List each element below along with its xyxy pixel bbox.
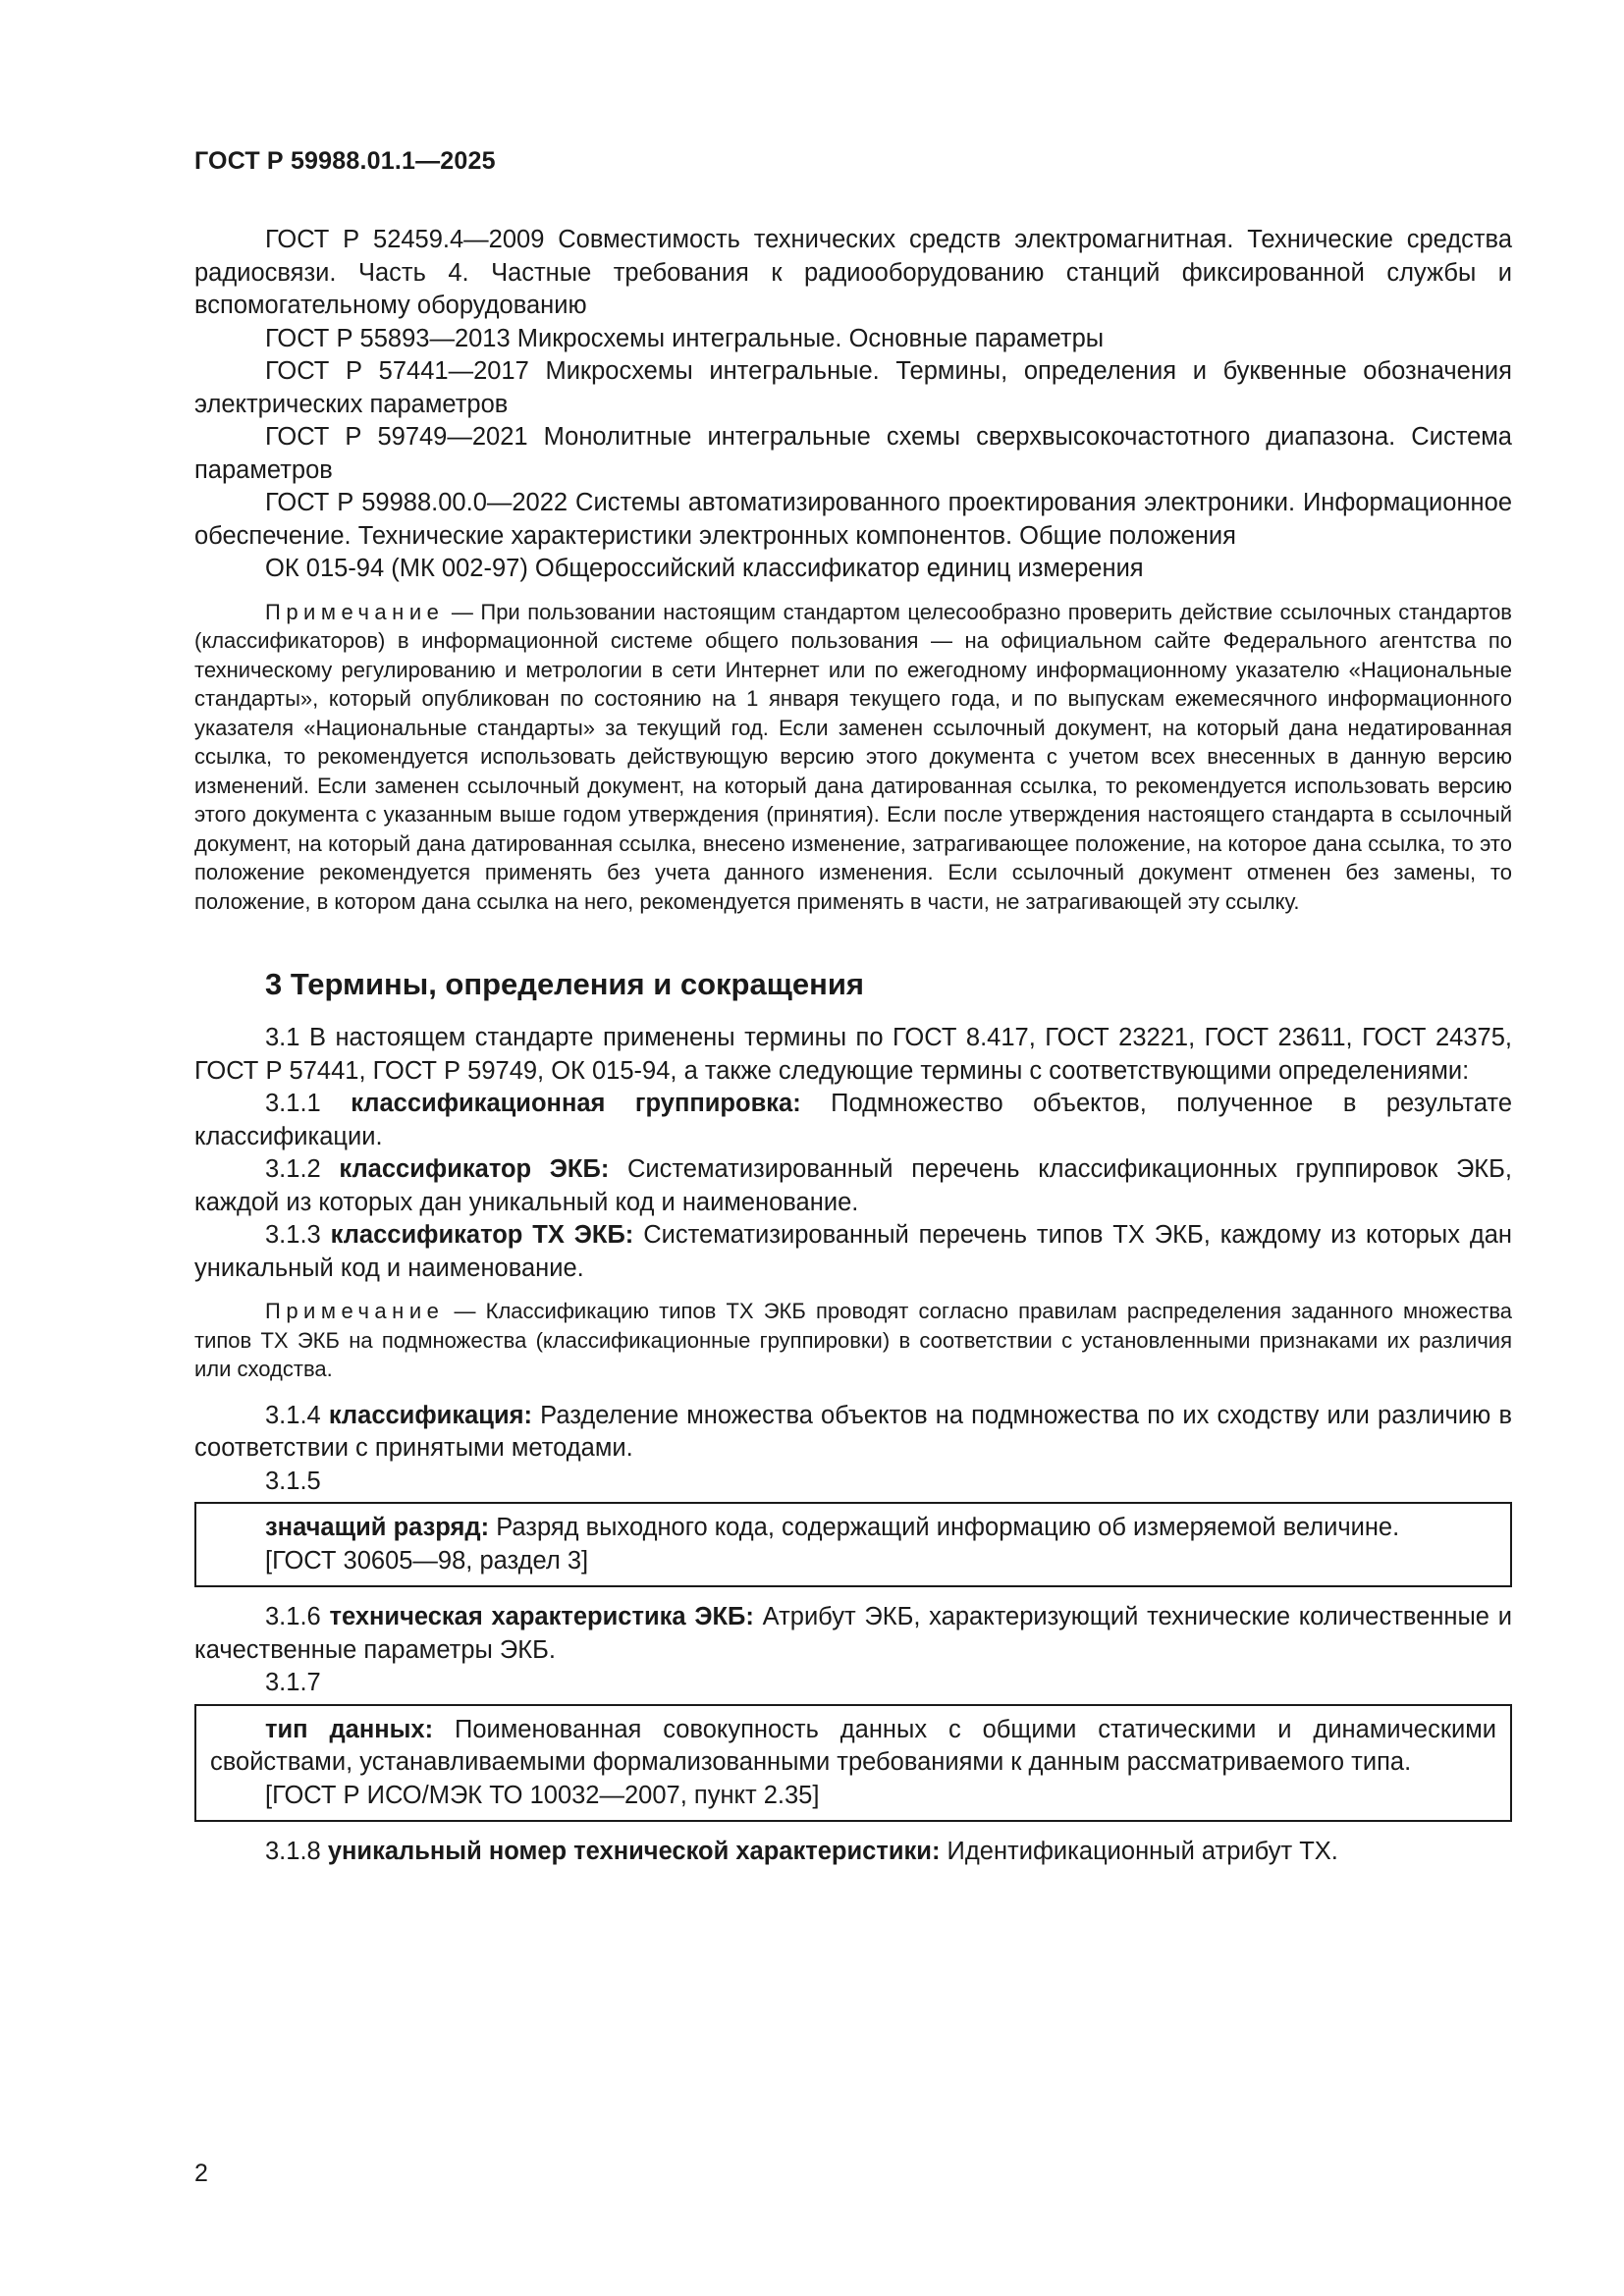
term-box-3-1-5 — [194, 1502, 1512, 1587]
term-definition: Идентификационный атрибут ТХ. — [940, 1838, 1338, 1865]
term-3-1-4 — [194, 1400, 1512, 1466]
term-definition: Систематизированный перечень классификационных группировок ЭКБ, каждой из которых дан уникальный код и наименование. — [194, 1155, 1512, 1216]
references-list — [194, 224, 1512, 586]
reference-item: ГОСТ Р 52459.4—2009 Совместимость технических средств электромагнитная. Технические средства радиосвязи. Часть 4. Частные требования к радиооборудованию станций фиксированной службы и вспомогательному оборудованию — [194, 226, 1512, 319]
term-name: тип данных: — [265, 1715, 434, 1743]
reference-item: ОК 015-94 (МК 002-97) Общероссийский классификатор единиц измерения — [265, 555, 1144, 582]
document-body — [194, 224, 1512, 1869]
term-3-1-8 — [194, 1836, 1512, 1869]
term-name: значащий разряд: — [265, 1514, 490, 1541]
note-label: Примечание — [265, 599, 445, 624]
term-definition: Разряд выходного кода, содержащий информацию об измеряемой величине. — [489, 1514, 1400, 1541]
term-3-1-7 — [210, 1714, 1496, 1780]
term-name: техническая характеристика ЭКБ: — [329, 1603, 754, 1630]
term-number: 3.1.6 — [265, 1603, 330, 1630]
term-name: классификатор ЭКБ: — [339, 1155, 610, 1183]
page-number: 2 — [194, 2160, 208, 2187]
term-definition: Разделение множества объектов на подмножества по их сходству или различию в соответствии с принятыми методами. — [194, 1401, 1512, 1462]
term-name: классификационная группировка: — [351, 1090, 801, 1117]
term-number: 3.1.4 — [265, 1401, 329, 1429]
term-box-3-1-7 — [194, 1704, 1512, 1823]
section-title: 3 Термины, определения и сокращения — [265, 967, 864, 1001]
term-number: 3.1.8 — [265, 1838, 328, 1865]
note-text: — Классификацию типов ТХ ЭКБ проводят согласно правилам распределения заданного множества типов ТХ ЭКБ на подмножества (классификационные группировки) в соответствии с установленными признаками их различия или сходства. — [194, 1299, 1512, 1381]
term-name: классификация: — [328, 1401, 533, 1429]
term-3-1-2 — [194, 1153, 1512, 1219]
term-name: уникальный номер технической характеристики: — [327, 1838, 941, 1865]
section-intro: 3.1 В настоящем стандарте применены термины по ГОСТ 8.417, ГОСТ 23221, ГОСТ 23611, ГОСТ 24375, ГОСТ Р 57441, ГОСТ Р 59749, ОК 015-94, а также следующие термины с соответствующими определениями: — [194, 1024, 1512, 1085]
term-3-1-3 — [194, 1219, 1512, 1285]
term-source: [ГОСТ Р ИСО/МЭК ТО 10032—2007, пункт 2.35] — [265, 1781, 820, 1809]
note-references — [194, 598, 1512, 917]
reference-item: ГОСТ Р 55893—2013 Микросхемы интегральные. Основные параметры — [265, 324, 1105, 352]
term-number: 3.1.3 — [265, 1221, 331, 1249]
term-definition: Атрибут ЭКБ, характеризующий технические количественные и качественные параметры ЭКБ. — [194, 1603, 1512, 1664]
reference-item: ГОСТ Р 59749—2021 Монолитные интегральные схемы сверхвысокочастотного диапазона. Система параметров — [194, 423, 1512, 484]
term-definition: Подмножество объектов, полученное в результате классификации. — [194, 1090, 1513, 1150]
note-label: Примечание — [265, 1299, 445, 1323]
term-source: [ГОСТ 30605—98, раздел 3] — [265, 1546, 589, 1575]
term-3-1-1 — [194, 1088, 1512, 1153]
term-number: 3.1.2 — [265, 1155, 340, 1183]
term-3-1-5 — [210, 1512, 1496, 1545]
reference-item: ГОСТ Р 59988.00.0—2022 Системы автоматизированного проектирования электроники. Информационное обеспечение. Технические характеристики электронных компонентов. Общие положения — [194, 489, 1512, 550]
term-number-3-1-7: 3.1.7 — [265, 1669, 321, 1696]
term-definition: Поименованная совокупность данных с общими статическими и динамическими свойствами, устанавливаемыми формализованными требованиями к данным рассматриваемого типа. — [210, 1715, 1496, 1776]
term-number: 3.1.1 — [265, 1090, 352, 1117]
term-number-3-1-5: 3.1.5 — [265, 1467, 321, 1495]
reference-item: ГОСТ Р 57441—2017 Микросхемы интегральные. Термины, определения и буквенные обозначения электрических параметров — [194, 357, 1512, 418]
term-name: классификатор ТХ ЭКБ: — [330, 1221, 634, 1249]
document-header: ГОСТ Р 59988.01.1—2025 — [194, 147, 496, 175]
note-classification — [194, 1297, 1512, 1384]
term-3-1-6 — [194, 1601, 1512, 1667]
note-text: — При пользовании настоящим стандартом целесообразно проверить действие ссылочных стандартов (классификаторов) в информационной системе общего пользования — на официальном сайте Федерального агентства по техническому регулированию и метрологии в сети Интернет или по ежегодному информационному указателю «Национальные стандарты», который опубликован по состоянию на 1 января текущего года, и по выпускам ежемесячного информационного указателя «Национальные стандарты» за текущий год. Если заменен ссылочный документ, на который дана недатированная ссылка, то рекомендуется использовать действующую версию этого документа с учетом всех внесенных в данную версию изменений. Если заменен ссылочный документ, на который дана датированная ссылка, то рекомендуется использовать версию этого документа с указанным выше годом утверждения (принятия). Если после утверждения настоящего стандарта в ссылочный документ, на который дана датированная ссылка, внесено изменение, затрагивающее положение, на которое дана ссылка, то это положение рекомендуется применять без учета данного изменения. Если ссылочный документ отменен без замены, то положение, в котором дана ссылка на него, рекомендуется применять в части, не затрагивающей эту ссылку. — [194, 599, 1512, 914]
term-definition: Систематизированный перечень типов ТХ ЭКБ, каждому из которых дан уникальный код и наименование. — [194, 1221, 1512, 1282]
